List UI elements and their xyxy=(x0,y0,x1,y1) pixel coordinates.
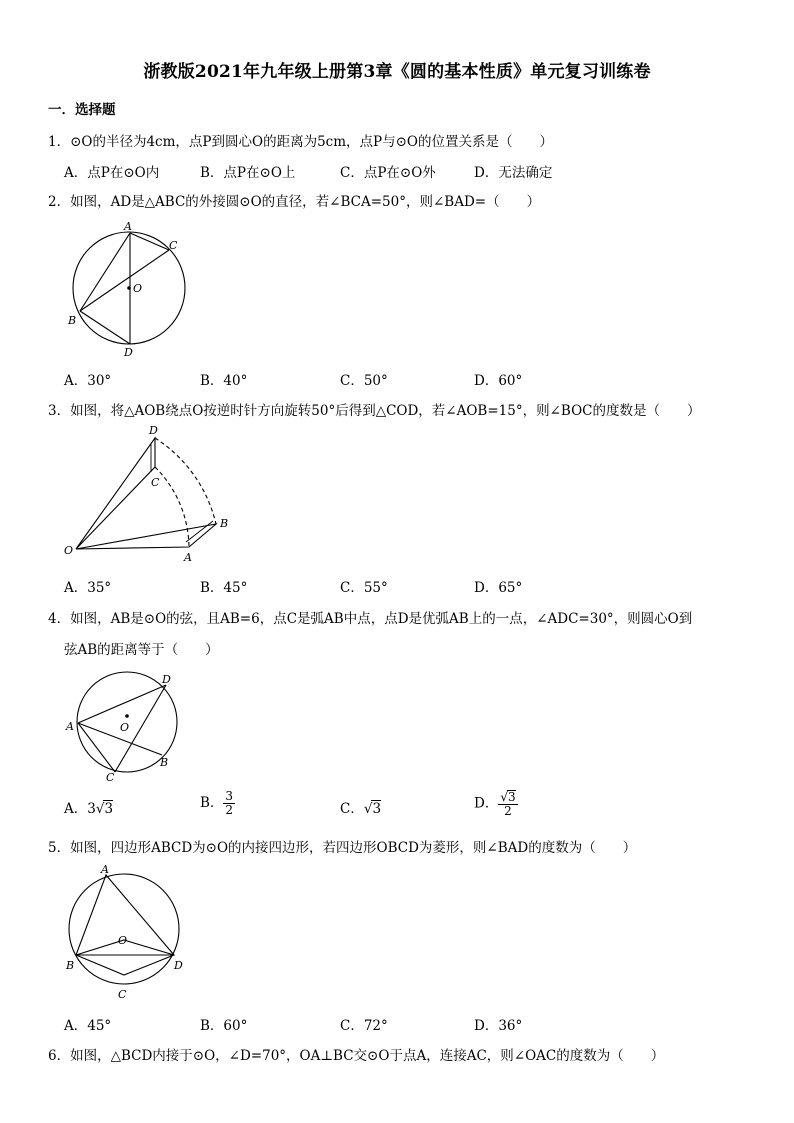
q5-option-c: C．72° xyxy=(340,1018,388,1034)
sqrt-icon: √ xyxy=(95,801,105,817)
sqrt-icon: √ xyxy=(500,790,508,804)
q2-option-c: C．50° xyxy=(340,373,388,389)
q4-option-b-denominator: 2 xyxy=(225,803,234,817)
q2-label-o: O xyxy=(133,282,143,295)
q3-label-c: C xyxy=(151,476,160,489)
q4-label-d: D xyxy=(162,673,171,686)
q4-option-b-fraction xyxy=(223,790,235,817)
q3-option-b: B．45° xyxy=(200,580,248,596)
q3-option-c: C．55° xyxy=(340,580,388,596)
q2-circle-figure xyxy=(62,215,202,365)
q4-option-d-prefix: D． xyxy=(474,795,499,812)
q2-option-a: A．30° xyxy=(64,373,112,389)
q3-rotation-figure xyxy=(60,420,240,565)
q3-label-o: O xyxy=(64,544,74,557)
q2-option-d: D．60° xyxy=(474,373,523,389)
q4-option-a xyxy=(64,797,113,817)
q3-option-d: D．65° xyxy=(474,580,523,596)
q2-label-c: C xyxy=(169,239,178,252)
question-1-text: 1．⊙O的半径为4cm，点P到圆心O的距离为5cm，点P与⊙O的位置关系是（ ） xyxy=(48,134,553,150)
q4-option-c-prefix: C． xyxy=(340,801,364,817)
q4-option-a-radicand: 3 xyxy=(104,801,114,817)
q4-label-c: C xyxy=(106,771,115,784)
section-heading: 一．选择题 xyxy=(48,102,116,118)
q5-circle-figure xyxy=(62,862,192,1002)
q2-label-a: A xyxy=(124,220,132,233)
q5-option-b: B．60° xyxy=(200,1018,248,1034)
q2-label-b: B xyxy=(68,314,77,327)
q1-option-a: A．点P在⊙O内 xyxy=(64,165,160,181)
q4-option-d xyxy=(474,790,518,818)
q4-option-c-radicand: 3 xyxy=(372,801,382,817)
question-4-text-line2: 弦AB的距离等于（ ） xyxy=(64,642,219,658)
q1-option-c: C．点P在⊙O外 xyxy=(340,165,436,181)
q4-option-d-denominator: 2 xyxy=(504,804,512,818)
q4-circle-figure xyxy=(62,665,192,785)
q5-label-a: A xyxy=(101,863,109,876)
question-6-text: 6．如图，△BCD内接于⊙O，∠D=70°，OA⊥BC交⊙O于点A，连接AC，则∠OAC的度数为（ ） xyxy=(48,1048,665,1064)
q4-option-d-numerator xyxy=(498,790,517,805)
q1-option-d: D．无法确定 xyxy=(474,165,553,181)
question-5-text: 5．如图，四边形ABCD为⊙O的内接四边形，若四边形OBCD为菱形，则∠BAD的度数为（ ） xyxy=(48,840,637,856)
question-2-text: 2．如图，AD是△ABC的外接圆⊙O的直径，若∠BCA=50°，则∠BAD=（ ） xyxy=(48,194,541,210)
q4-option-d-fraction xyxy=(498,790,517,818)
q4-label-b: B xyxy=(160,756,169,769)
q5-option-d: D．36° xyxy=(474,1018,523,1034)
question-4-text-line1: 4．如图，AB是⊙O的弦，且AB=6，点C是弧AB中点，点D是优弧AB上的一点，∠ADC=30°，则圆心O到 xyxy=(48,611,693,627)
q5-label-c: C xyxy=(118,988,127,1001)
q1-option-b: B．点P在⊙O上 xyxy=(200,165,296,181)
q4-label-a: A xyxy=(66,720,74,733)
q4-option-b-prefix: B． xyxy=(200,795,224,811)
q4-option-b-numerator: 3 xyxy=(225,789,234,803)
q5-option-a: A．45° xyxy=(64,1018,112,1034)
question-3-text: 3．如图，将△AOB绕点O按逆时针方向旋转50°后得到△COD，若∠AOB=15°，则∠BOC的度数是（ ） xyxy=(48,403,701,419)
q3-label-a: A xyxy=(184,551,192,564)
q3-label-d: D xyxy=(149,424,158,437)
page-title: 浙教版2021年九年级上册第3章《圆的基本性质》单元复习训练卷 xyxy=(143,62,651,82)
q4-option-b xyxy=(200,790,235,817)
q4-option-a-prefix: A．3 xyxy=(64,801,96,817)
q5-label-o: O xyxy=(118,934,128,947)
q2-option-b: B．40° xyxy=(200,373,248,389)
q4-option-d-radicand: 3 xyxy=(507,790,516,804)
q4-option-c xyxy=(340,797,381,817)
q3-option-a: A．35° xyxy=(64,580,112,596)
sqrt-icon: √ xyxy=(363,801,373,817)
q3-label-b: B xyxy=(220,517,229,530)
q4-label-o: O xyxy=(120,721,130,734)
q5-label-b: B xyxy=(66,959,75,972)
q2-label-d: D xyxy=(124,346,133,359)
q5-label-d: D xyxy=(174,959,183,972)
